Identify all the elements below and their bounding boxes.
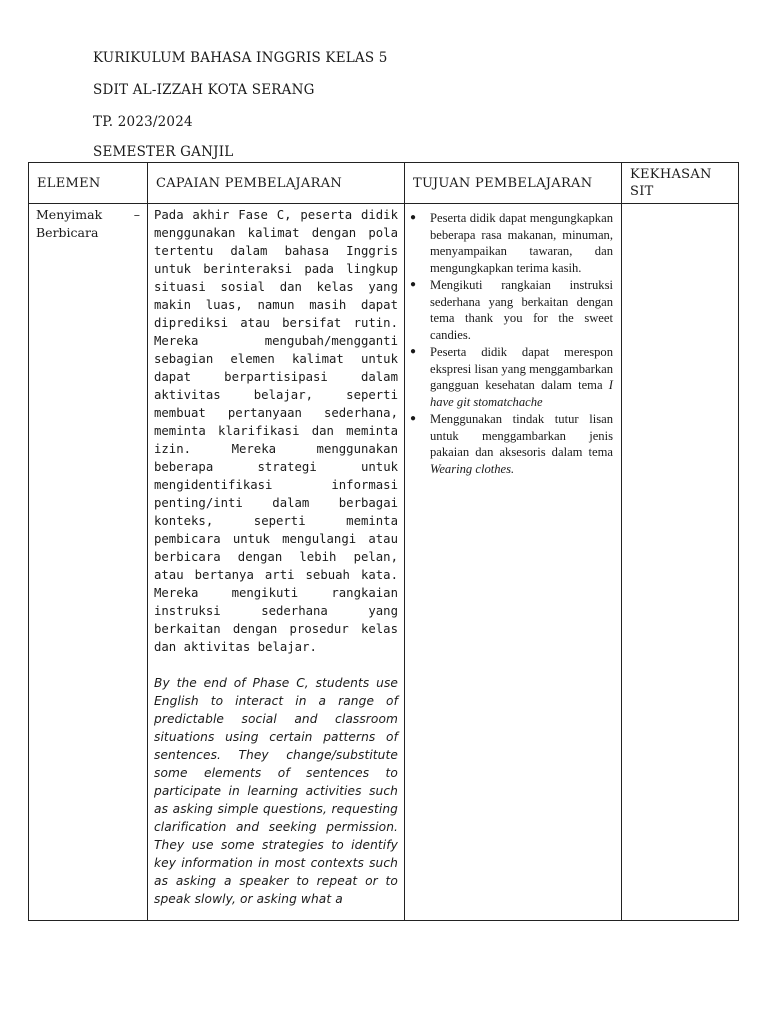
list-item: ● Mengikuti rangkaian instruksi sederhana yang berkaitan dengan tema thank you for the sweet candies. xyxy=(410,278,613,342)
list-item: ● Peserta didik dapat mengungkapkan beberapa rasa makanan, minuman, menyampaikan tawaran, dan mengungkapkan terima kasih. xyxy=(410,211,613,275)
cell-elemen xyxy=(29,204,148,921)
elemen-text: Menyimak – Berbicara xyxy=(36,207,140,240)
school-year: TP. 2023/2024 xyxy=(93,114,193,130)
semester: SEMESTER GANJIL xyxy=(93,144,234,160)
school-name: SDIT AL-IZZAH KOTA SERANG xyxy=(93,82,315,98)
col-header-tujuan: TUJUAN PEMBELAJARAN xyxy=(405,163,622,204)
col-header-kekhasan: KEKHASAN SIT xyxy=(622,163,739,204)
col-header-capaian: CAPAIAN PEMBELAJARAN xyxy=(148,163,405,204)
cell-kekhasan xyxy=(622,204,739,921)
cell-capaian xyxy=(148,204,405,921)
table-row xyxy=(29,204,739,921)
tujuan-list xyxy=(405,210,613,477)
table-header-row xyxy=(29,163,739,204)
bullet-icon: ● xyxy=(410,346,417,357)
cell-tujuan xyxy=(405,204,622,921)
curriculum-table xyxy=(28,162,739,921)
capaian-indonesian: Pada akhir Fase C, peserta didik menggunakan kalimat dengan pola tertentu dalam bahasa Inggris untuk berinteraksi pada lingkup situasi sosial dan kelas yang makin luas, namun masih dapat diprediksi atau bersifat rutin. Mereka mengubah/mengganti sebagian elemen kalimat untuk dapat berpartisipasi dalam aktivitas belajar, seperti membuat pertanyaan sederhana, meminta klarifikasi dan meminta izin. Mereka menggunakan beberapa strategi untuk mengidentifikasi informasi penting/inti dalam berbagai konteks, seperti meminta pembicara untuk mengulangi atau berbicara dengan lebih pelan, atau bertanya arti sebuah kata. Mereka mengikuti rangkaian instruksi sederhana yang berkaitan dengan prosedur kelas dan aktivitas belajar. xyxy=(154,208,398,654)
curriculum-title: KURIKULUM BAHASA INGGRIS KELAS 5 xyxy=(93,50,388,66)
capaian-english: By the end of Phase C, students use English to interact in a range of predictable social and classroom situations using certain patterns of sentences. They change/substitute some elements of sentences to participate in learning activities such as asking simple questions, requesting clarification and seeking permission. They use some strategies to identify key information in most contexts such as asking a speaker to repeat or to speak slowly, or asking what a xyxy=(154,676,398,906)
bullet-icon: ● xyxy=(410,279,417,290)
list-item: ● Peserta didik dapat merespon ekspresi lisan yang menggambarkan gangguan kesehatan dalam tema I have git stomatchache xyxy=(410,345,613,409)
list-item: ● Menggunakan tindak tutur lisan untuk menggambarkan jenis pakaian dan aksesoris dalam tema Wearing clothes. xyxy=(410,412,613,476)
bullet-icon: ● xyxy=(410,413,417,424)
bullet-icon: ● xyxy=(410,212,417,223)
col-header-elemen: ELEMEN xyxy=(29,163,148,204)
